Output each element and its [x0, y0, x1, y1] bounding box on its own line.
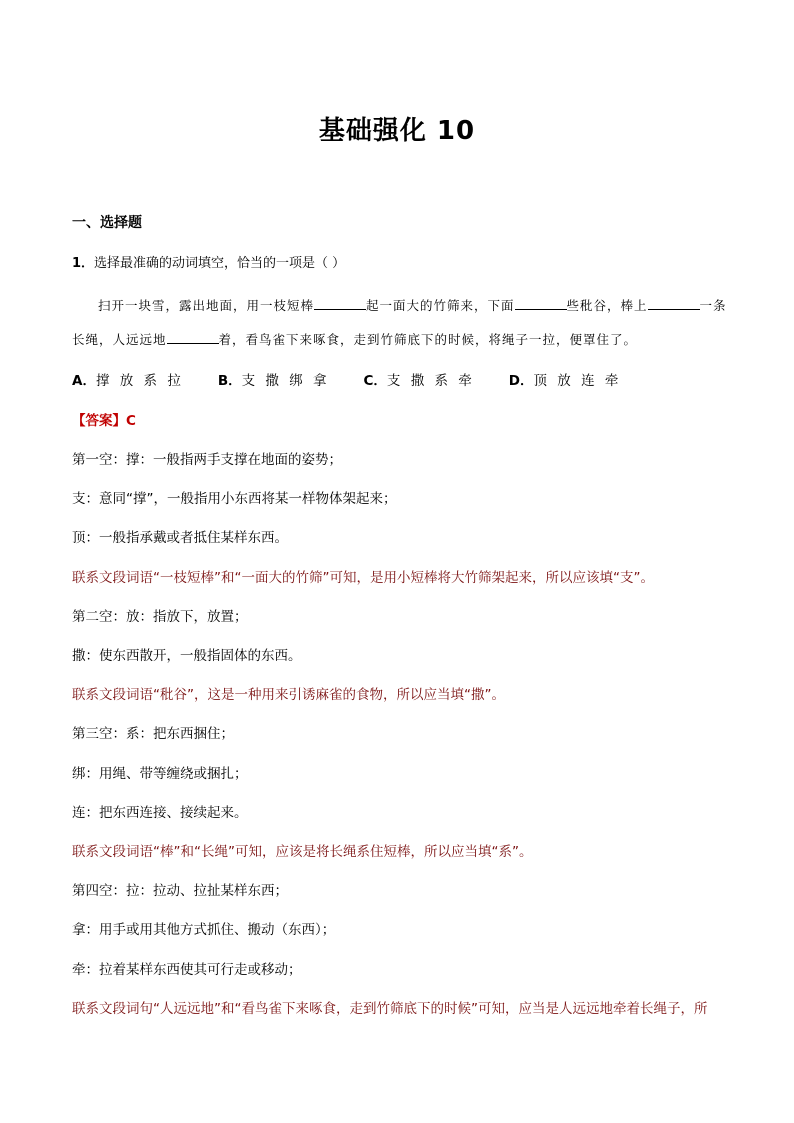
fill-blank-2 — [515, 297, 567, 310]
option-text: 支 撒 系 牵 — [386, 373, 475, 389]
explanation-line: 联系文段词语“棒”和“长绳”可知，应该是将长绳系住短棒，所以应当填“系”。 — [72, 844, 533, 860]
explanation-line: 顶：一般指承戴或者抵住某样东西。 — [72, 530, 288, 547]
page-title: 基础强化 10 — [318, 116, 476, 146]
fill-blank-3 — [648, 297, 700, 310]
answer-options — [72, 369, 621, 389]
passage-segment: 起一面大的竹筛来，下面 — [366, 298, 515, 313]
option-text: 支 撒 绑 拿 — [241, 373, 330, 389]
option-text: 顶 放 连 牵 — [533, 373, 622, 389]
passage-segment: 一条 — [699, 298, 727, 313]
option-letter: D． — [508, 373, 534, 389]
fill-blank-1 — [314, 297, 366, 310]
passage-segment: 着，看鸟雀下来啄食，走到竹筛底下的时候，将绳子一拉，便罩住了。 — [218, 332, 638, 347]
explanation-line: 第三空：系：把东西捆住； — [72, 726, 234, 743]
option-a — [72, 369, 184, 389]
explanation-line: 支：意同“撑”，一般指用小东西将某一样物体架起来； — [72, 491, 397, 508]
explanation-line: 第二空：放：指放下，放置； — [72, 608, 248, 625]
option-b — [218, 369, 330, 389]
explanation-line: 撒：使东西散开，一般指固体的东西。 — [72, 648, 302, 664]
passage-segment: 些秕谷，棒上 — [566, 298, 648, 313]
option-letter: A． — [72, 373, 96, 389]
option-text: 撑 放 系 拉 — [95, 373, 184, 389]
explanation-line: 连：把东西连接、接续起来。 — [72, 804, 248, 821]
explanation-line: 绑：用绳、带等缠绕或捆扎； — [72, 765, 248, 782]
option-letter: B． — [217, 373, 242, 389]
section-heading: 一、选择题 — [72, 215, 142, 231]
question-number: 1． — [72, 256, 95, 271]
explanation-line: 牵：拉着某样东西使其可行走或移动； — [72, 961, 302, 978]
explanation-line: 联系文段词语“一枝短棒”和“一面大的竹筛”可知，是用小短棒将大竹筛架起来，所以应该填“支”。 — [72, 569, 654, 586]
option-d — [509, 369, 622, 389]
fill-blank-4 — [167, 331, 219, 344]
passage-segment: 扫开一块雪，露出地面，用一枝短棒 — [98, 298, 315, 313]
question-prompt — [72, 252, 345, 271]
option-letter: C． — [363, 373, 387, 389]
explanation-line: 拿：用手或用其他方式抓住、搬动（东西）； — [72, 922, 336, 939]
passage-line-2 — [72, 330, 732, 348]
question-text: 选择最准确的动词填空，恰当的一项是（ ） — [94, 256, 346, 271]
explanation-line: 联系文段词句“人远远地”和“看鸟雀下来啄食，走到竹筛底下的时候”可知，应当是人远远地牵着长绳子，所 — [72, 1000, 708, 1017]
explanation-line: 第四空：拉：拉动、拉扯某样东西； — [72, 883, 288, 900]
explanation-line: 联系文段词语“秕谷”，这是一种用来引诱麻雀的食物，所以应当填“撒”。 — [72, 687, 505, 704]
option-c — [364, 369, 475, 389]
passage-line-1 — [72, 296, 732, 314]
explanation-line: 第一空：撑：一般指两手支撑在地面的姿势； — [72, 452, 342, 468]
answer-label: 【答案】C — [72, 413, 136, 429]
passage-segment: 长绳，人远远地 — [72, 332, 167, 347]
